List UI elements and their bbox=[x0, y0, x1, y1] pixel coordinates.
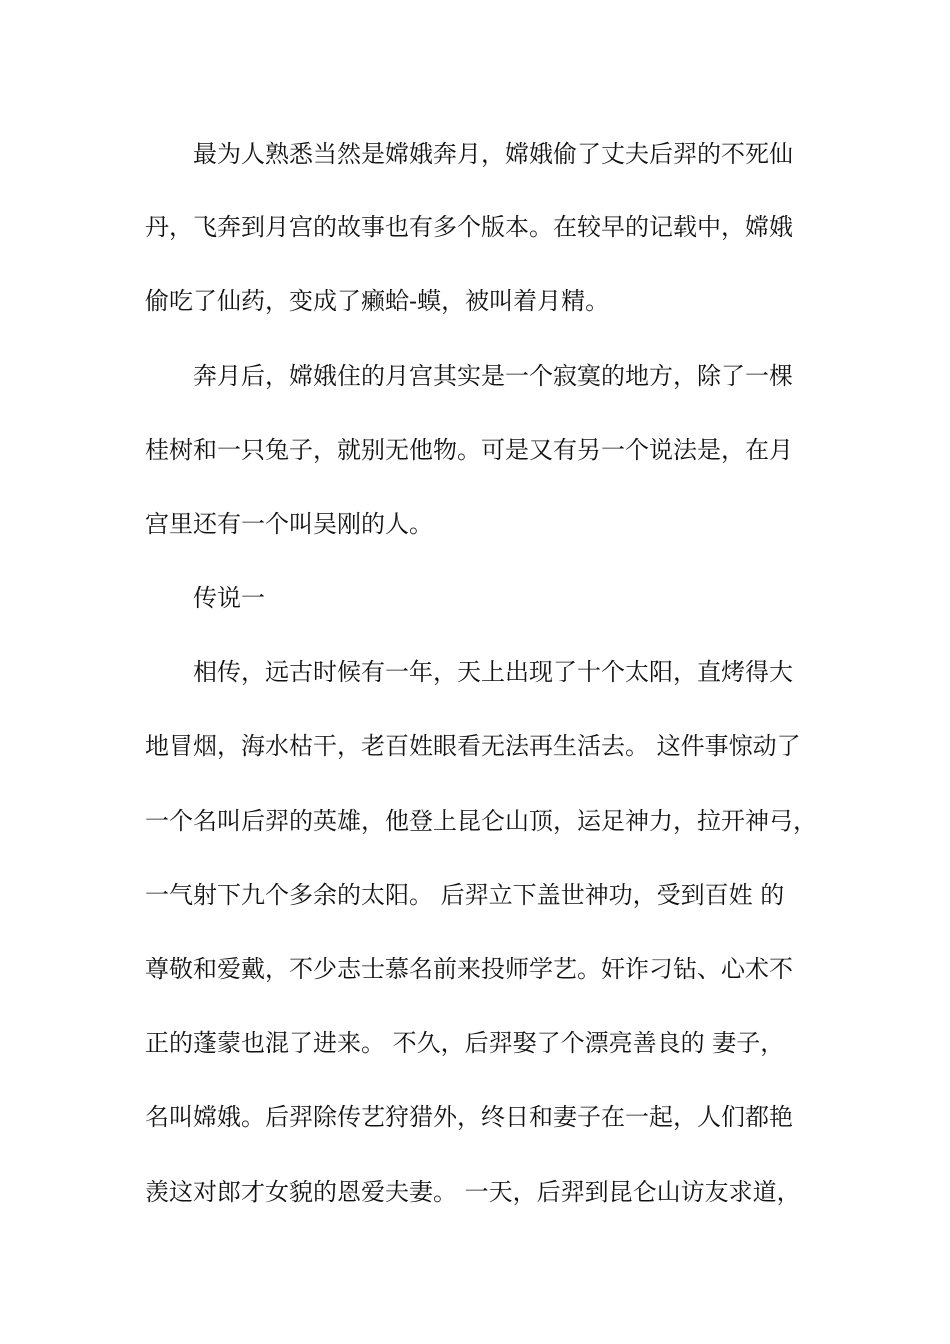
paragraph-2-line-1: 奔月后，嫦娥住的月宫其实是一个寂寞的地方，除了一棵 bbox=[193, 362, 793, 390]
paragraph-3-line-4: 一气射下九个多余的太阳。 后羿立下盖世神功，受到百姓 的 bbox=[145, 881, 785, 909]
paragraph-3-line-7: 名叫嫦娥。后羿除传艺狩猎外，终日和妻子在一起，人们都艳 bbox=[145, 1103, 793, 1131]
paragraph-3-line-8: 羡这对郎才女貌的恩爱夫妻。 一天，后羿到昆仑山访友求道， bbox=[145, 1178, 801, 1206]
paragraph-2-line-3: 宫里还有一个叫吴刚的人。 bbox=[145, 510, 433, 538]
paragraph-1-line-3: 偷吃了仙药，变成了癞蛤-蟆，被叫着月精。 bbox=[145, 287, 610, 315]
paragraph-1-line-2: 丹，飞奔到月宫的故事也有多个版本。在较早的记载中，嫦娥 bbox=[145, 213, 793, 241]
paragraph-3-line-2: 地冒烟，海水枯干，老百姓眼看无法再生活去。 这件事惊动了 bbox=[145, 732, 801, 760]
section-heading: 传说一 bbox=[193, 584, 265, 612]
paragraph-1-line-1: 最为人熟悉当然是嫦娥奔月，嫦娥偷了丈夫后羿的不死仙 bbox=[193, 140, 793, 168]
paragraph-3-line-6: 正的蓬蒙也混了进来。 不久，后羿娶了个漂亮善良的 妻子， bbox=[145, 1029, 785, 1057]
paragraph-3-line-1: 相传，远古时候有一年，天上出现了十个太阳，直烤得大 bbox=[193, 658, 793, 686]
paragraph-2-line-2: 桂树和一只兔子，就别无他物。可是又有另一个说法是，在月 bbox=[145, 436, 793, 464]
paragraph-3-line-3: 一个名叫后羿的英雄，他登上昆仑山顶，运足神力，拉开神弓， bbox=[145, 807, 817, 835]
paragraph-3-line-5: 尊敬和爱戴，不少志士慕名前来投师学艺。奸诈刁钻、心术不 bbox=[145, 955, 793, 983]
